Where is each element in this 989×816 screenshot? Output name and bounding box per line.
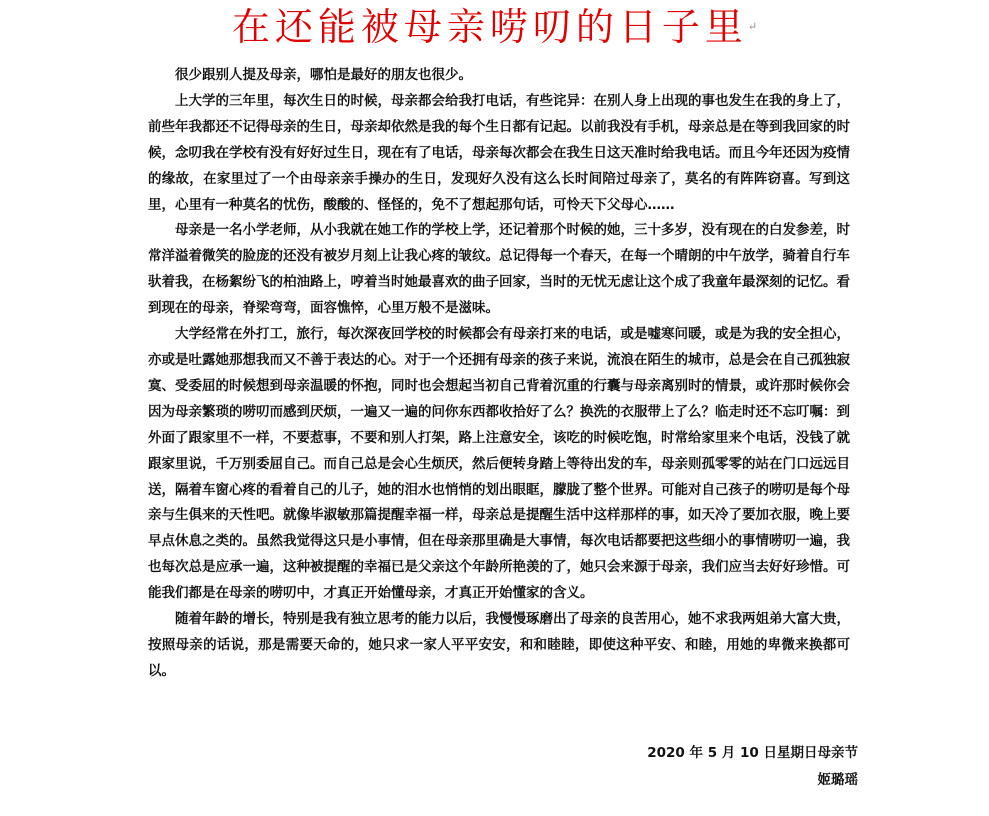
paragraph-5: 随着年龄的增长，特别是我有独立思考的能力以后，我慢慢琢磨出了母亲的良苦用心，她不求我两姐弟大富大贵，按照母亲的话说，那是需要天命的，她只求一家人平平安安，和和睦睦，即使这种平安、和睦，用她的卑微来换都可以。: [148, 611, 850, 679]
paragraph-4: 大学经常在外打工，旅行，每次深夜回学校的时候都会有母亲打来的电话，或是嘘寒问暖，或是为我的安全担心，亦或是吐露她那想我而又不善于表达的心。对于一个还拥有母亲的孩子来说，流浪在陌生的城市，总是会在自己孤独寂寞、受委屈的时候想到母亲温暖的怀抱，同时也会想起当初自己背着沉重的行囊与母亲离别时的情景，或许那时候你会因为母亲繁琐的唠叨而感到厌烦，一遍又一遍的问你东西都收拾好了么？换洗的衣服带上了么？临走时还不忘叮嘱：到外面了跟家里不一样，不要惹事，不要和别人打架，路上注意安全，该吃的时候吃饱，时常给家里来个电话，没钱了就跟家里说，千万别委屈自己。而自己总是会心生烦厌，然后便转身踏上等待出发的车，母亲则孤零零的站在门口远远目送，隔着车窗心疼的看着自己的儿子，她的泪水也悄悄的划出眼眶，朦胧了整个世界。可能对自己孩子的唠叨是每个母亲与生俱来的天性吧。就像毕淑敏那篇提醒幸福一样，母亲总是提醒生活中这样那样的事，如天冷了要加衣服，晚上要早点休息之类的。虽然我觉得这只是小事情，但在母亲那里确是大事情，每次电话都要把这些细小的事情唠叨一遍，我也每次总是应承一遍，这种被提醒的幸福已是父亲这个年龄所艳羡的了，她只会来源于母亲，我们应当去好好珍惜。可能我们都是在母亲的唠叨中，才真正开始懂母亲，才真正开始懂家的含义。: [148, 326, 850, 602]
document-title: 在还能被母亲唠叨的日子里: [231, 5, 748, 49]
paragraph-2: 上大学的三年里，每次生日的时候，母亲都会给我打电话，有些诧异：在别人身上出现的事也发生在我的身上了，前些年我都还不记得母亲的生日，母亲却依然是我的每个生日都有记起。以前我没有手机，母亲总是在等到我回家的时候，念叨我在学校有没有好好过生日，现在有了电话，母亲每次都会在我生日这天准时给我电话。而且今年还因为疫情的缘故，在家里过了一个由母亲亲手操办的生日，发现好久没有这么长时间陪过母亲了，莫名的有阵阵窃喜。写到这里，心里有一种莫名的忧伤，酸酸的、怪怪的，免不了想起那句话，可怜天下父母心……: [148, 92, 850, 213]
document-body: [148, 63, 850, 685]
paragraph-3: 母亲是一名小学老师，从小我就在她工作的学校上学，还记着那个时候的她，三十多岁，没有现在的白发参差，时常洋溢着微笑的脸庞的还没有被岁月刻上让我心疼的皱纹。总记得每一个春天，在每一个晴朗的中午放学，骑着自行车驮着我，在杨絮纷飞的柏油路上，哼着当时她最喜欢的曲子回家，当时的无忧无虑让这个成了我童年最深刻的记忆。看到现在的母亲，脊梁弯弯，面容憔悴，心里万般不是滋味。: [148, 222, 850, 317]
date-line: 2020 年 5 月 10 日星期日母亲节: [647, 745, 858, 761]
paragraph-1: 很少跟别人提及母亲，哪怕是最好的朋友也很少。: [175, 67, 472, 83]
author-signature: 姬璐瑶: [817, 772, 858, 788]
document-title-line: [0, 4, 989, 50]
paragraph-mark-icon: ↵: [747, 20, 758, 33]
